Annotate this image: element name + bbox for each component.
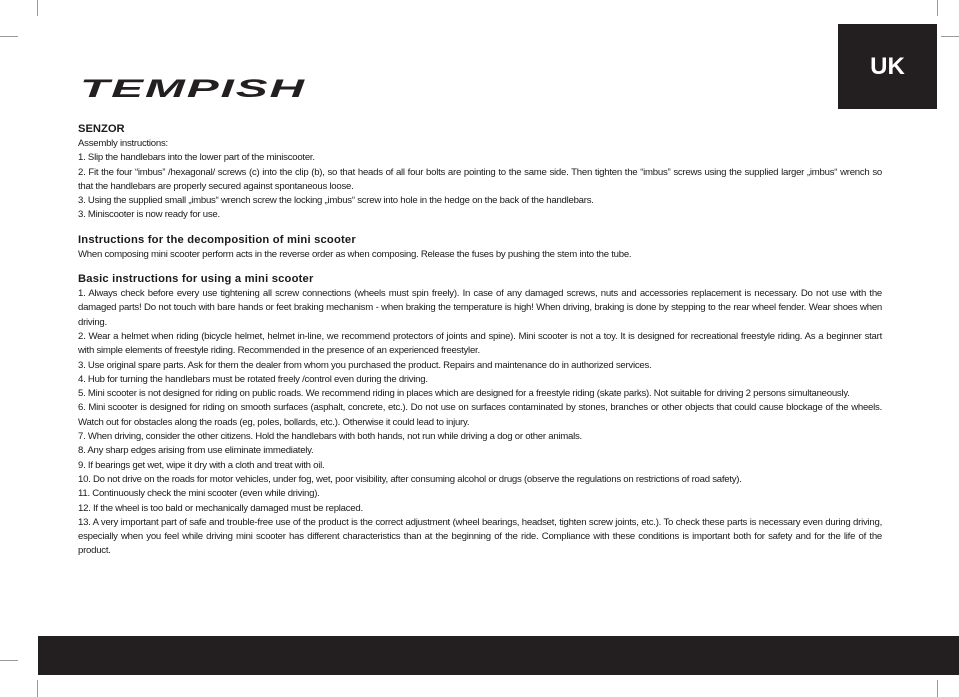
basic-instructions-title: Basic instructions for using a mini scooter	[78, 273, 314, 286]
crop-mark	[937, 0, 938, 16]
basic-instruction-item: 6. Mini scooter is designed for riding on smooth surfaces (asphalt, concrete, etc.). Do not use on surfaces contaminated by stones, branches or other objects that could cause blockage of the wheels. Watch out for obstacles along the roads (eg, poles, bollards, etc.). Otherwise it could lead to injury.	[78, 402, 882, 428]
basic-instruction-item: 12. If the wheel is too bald or mechanically damaged must be replaced.	[78, 502, 363, 514]
crop-mark	[0, 660, 18, 661]
assembly-step: 1. Slip the handlebars into the lower part of the miniscooter.	[78, 152, 315, 164]
assembly-step: 3. Using the supplied small „imbus“ wrench screw the locking „imbus“ screw into hole in the hedge on the back of the handlebars.	[78, 195, 594, 207]
basic-instruction-item: 9. If bearings get wet, wipe it dry with a cloth and treat with oil.	[78, 459, 325, 471]
crop-mark	[937, 680, 938, 697]
assembly-step: 3. Miniscooter is now ready for use.	[78, 209, 220, 221]
assembly-subtitle: Assembly instructions:	[78, 138, 168, 149]
tempish-logo	[78, 76, 310, 100]
language-code: UK	[870, 52, 905, 80]
basic-instruction-item: 5. Mini scooter is not designed for riding on public roads. We recommend riding in places which are designed for a freestyle riding (skate parks). Not suitable for driving 2 persons simultaneously.	[78, 388, 850, 400]
basic-instruction-item: 4. Hub for turning the handlebars must be rotated freely /control even during the driving.	[78, 373, 428, 385]
decomposition-text: When composing mini scooter perform acts in the reverse order as when composing. Release the fuses by pushing the stem into the tube.	[78, 248, 632, 260]
basic-instruction-item: 11. Continuously check the mini scooter (even while driving).	[78, 488, 320, 500]
crop-mark	[0, 36, 18, 37]
basic-instruction-item: 1. Always check before every use tightening all screw connections (wheels must spin freely). In case of any damaged screws, nuts and accessories replacement is necessary. Do not use with the damaged parts! Do not touch with bare hands or feet braking mechanism - when braking the temperature is high! When driving, braking is done by stepping to the rear wheel fender. Wear shoes when driving.	[78, 288, 882, 328]
language-badge	[838, 24, 937, 109]
senzor-title: SENZOR	[78, 123, 125, 135]
decomposition-title: Instructions for the decomposition of mini scooter	[78, 233, 356, 246]
assembly-step: 2. Fit the four “imbus” /hexagonal/ screws (c) into the clip (b), so that heads of all four bolts are pointing to the same side. Then tighten the “imbus” screws using the supplied larger „imbus“ wrench so that the handlebars are properly secured against spontaneous loose.	[78, 166, 882, 192]
crop-mark	[37, 0, 38, 16]
basic-instruction-item: 7. When driving, consider the other citizens. Hold the handlebars with both hands, not run while driving a dog or other animals.	[78, 431, 582, 443]
instructions-content	[78, 122, 882, 559]
footer-bar	[38, 636, 959, 675]
basic-instruction-item: 3. Use original spare parts. Ask for them the dealer from whom you purchased the product. Repairs and maintenance do in authorized services.	[78, 359, 652, 371]
basic-instruction-item: 2. Wear a helmet when riding (bicycle helmet, helmet in-line, we recommend protectors of joints and spine). Mini scooter is not a toy. It is designed for recreational freestyle riding. As a beginner start with simple elements of freestyle riding. Recommended in the presence of an experienced freestyler.	[78, 330, 882, 357]
basic-instruction-item: 13. A very important part of safe and trouble-free use of the product is the correct adjustment (wheel bearings, headset, tighten screw joints, etc.). To check these parts is necessary even during driving, especially when you feel while driving mini scooter has different characteristics than at the beginning of the ride. Compliance with these conditions is important both for safety and for the life of the product.	[78, 516, 882, 557]
crop-mark	[37, 680, 38, 697]
basic-instruction-item: 8. Any sharp edges arising from use eliminate immediately.	[78, 445, 314, 457]
crop-mark	[941, 36, 959, 37]
basic-instruction-item: 10. Do not drive on the roads for motor vehicles, under fog, wet, poor visibility, after consuming alcohol or drugs (observe the regulations on restrictions of road safety).	[78, 473, 742, 485]
tempish-logo-text: TEMPISH	[80, 76, 306, 100]
